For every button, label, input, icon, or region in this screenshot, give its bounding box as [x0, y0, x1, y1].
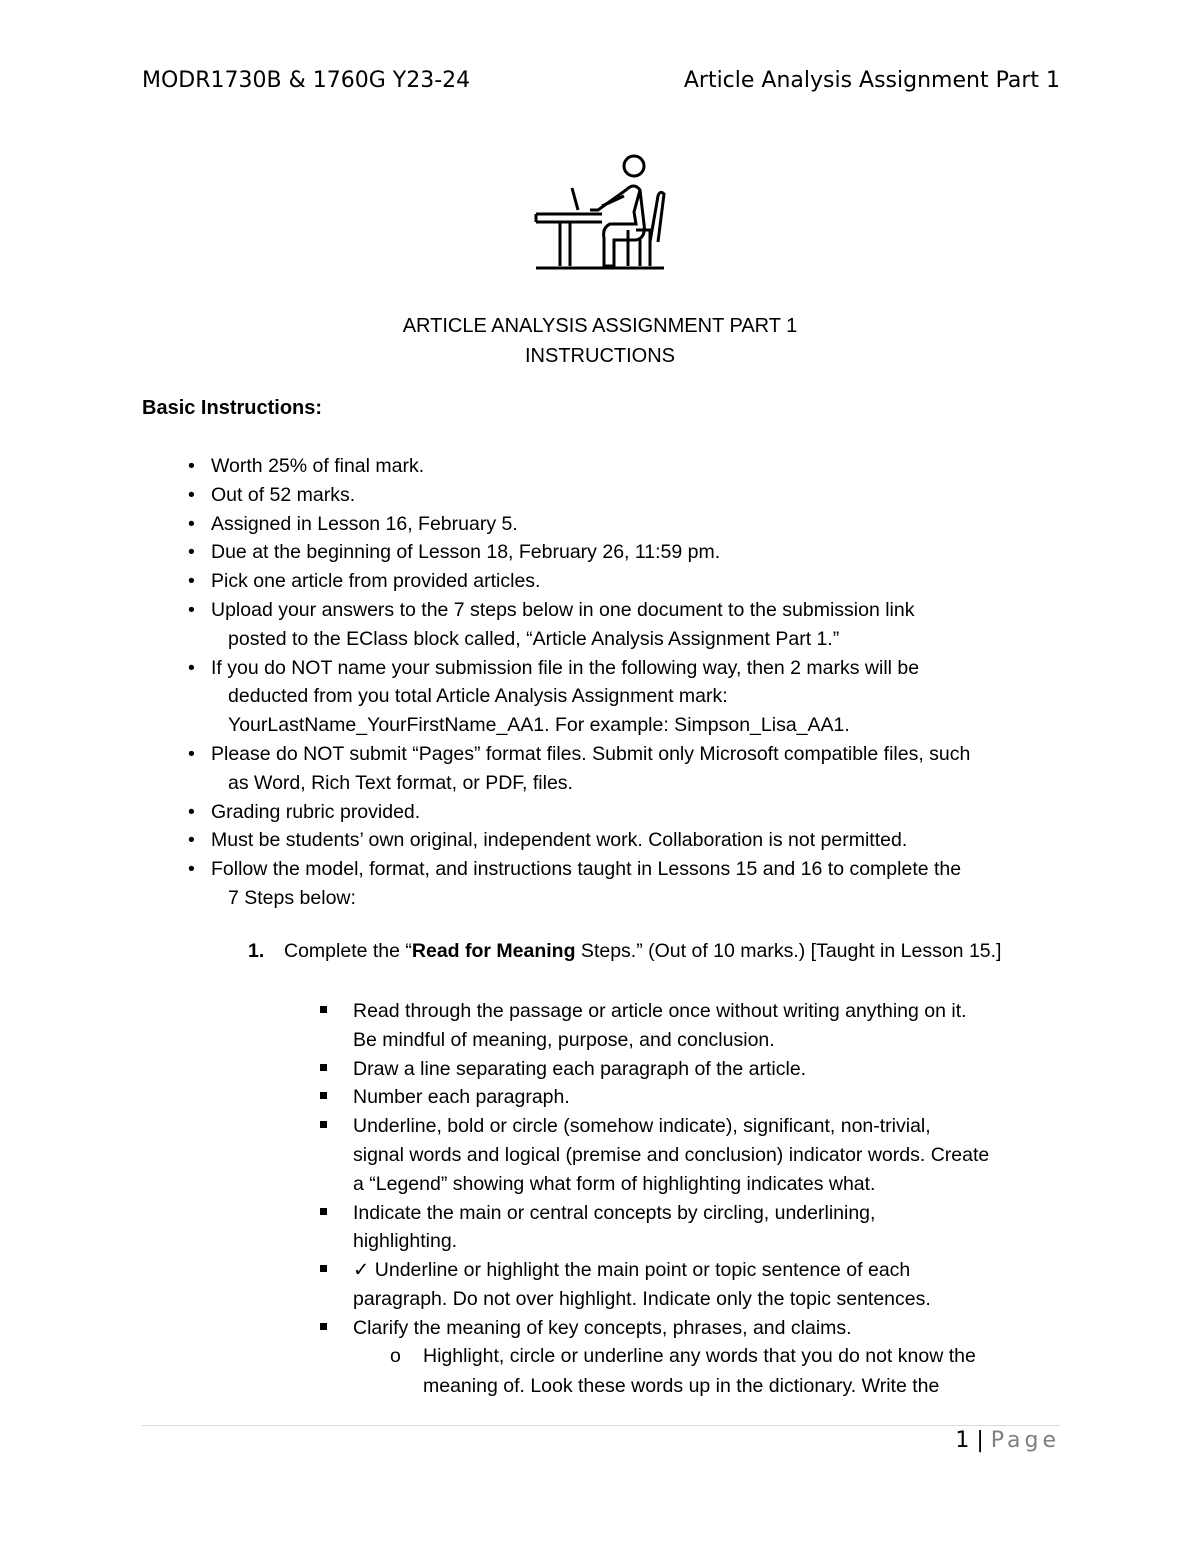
section-heading: Basic Instructions:: [142, 397, 323, 419]
list-item: Draw a line separating each paragraph of the article.: [318, 1055, 1078, 1084]
list-item: • Upload your answers to the 7 steps below in one document to the submission link posted to the EClass block called, “Article Analysis Assignment Part 1.”: [188, 596, 1068, 654]
document-title: [0, 311, 1200, 371]
page-footer: 1 | Page: [955, 1428, 1060, 1453]
list-item: Clarify the meaning of key concepts, phrases, and claims.: [318, 1314, 1078, 1343]
square-bullet-icon: [320, 1064, 327, 1071]
list-item: • If you do NOT name your submission file in the following way, then 2 marks will be deducted from you total Article Analysis Assignment mark: YourLastName_YourFirstName_AA1. For example: Simpson_Lisa_AA1.: [188, 654, 1068, 740]
square-bullet-icon: [320, 1208, 327, 1215]
list-item: • Please do NOT submit “Pages” format files. Submit only Microsoft compatible files, such as Word, Rich Text format, or PDF, files.: [188, 740, 1068, 798]
list-item: Indicate the main or central concepts by circling, underlining, highlighting.: [318, 1199, 1078, 1257]
square-bullet-icon: [320, 1006, 327, 1013]
step-bold-term: Read for Meaning: [411, 940, 576, 962]
list-item: ✓ Underline or highlight the main point or topic sentence of each paragraph. Do not over highlight. Indicate only the topic sentences.: [318, 1256, 1078, 1314]
page-number: 1: [955, 1428, 970, 1453]
step-1: 1. Complete the “Read for Meaning Steps.” (Out of 10 marks.) [Taught in Lesson 15.]: [248, 940, 1002, 962]
list-item: Number each paragraph.: [318, 1083, 1078, 1112]
square-bullet-icon: [320, 1265, 327, 1272]
square-bullet-icon: [320, 1323, 327, 1330]
circle-bullet-icon: o: [390, 1345, 401, 1367]
square-bullet-icon: [320, 1092, 327, 1099]
person-at-desk-icon: [532, 150, 668, 272]
list-item: • Out of 52 marks.: [188, 481, 1068, 510]
course-code: MODR1730B & 1760G Y23-24: [142, 68, 471, 93]
list-item: • Pick one article from provided articles.: [188, 567, 1068, 596]
list-item: • Assigned in Lesson 16, February 5.: [188, 510, 1068, 539]
list-item: Underline, bold or circle (somehow indicate), significant, non-trivial, signal words and logical (premise and conclusion) indicator words. Create a “Legend” showing what form of highlighting indicates what.: [318, 1112, 1078, 1198]
list-item: • Worth 25% of final mark.: [188, 452, 1068, 481]
list-item: Read through the passage or article once without writing anything on it. Be mindful of meaning, purpose, and conclusion.: [318, 997, 1078, 1055]
checkmark-icon: ✓: [353, 1259, 370, 1282]
square-bullet-icon: [320, 1121, 327, 1128]
step-number: 1.: [248, 940, 265, 962]
page-label: Page: [990, 1428, 1060, 1453]
list-item: • Must be students’ own original, independent work. Collaboration is not permitted.: [188, 826, 1068, 855]
title-line-1: ARTICLE ANALYSIS ASSIGNMENT PART 1: [402, 315, 798, 337]
list-item: • Grading rubric provided.: [188, 798, 1068, 827]
title-line-2: INSTRUCTIONS: [525, 345, 675, 367]
footer-divider: [142, 1425, 1060, 1426]
read-for-meaning-steps: [318, 997, 1078, 1343]
list-item: • Follow the model, format, and instructions taught in Lessons 15 and 16 to complete the 7 Steps below:: [188, 855, 1068, 913]
list-item: • Due at the beginning of Lesson 18, February 26, 11:59 pm.: [188, 538, 1068, 567]
basic-instructions-list: [188, 452, 1068, 913]
header-doc-title: Article Analysis Assignment Part 1: [683, 68, 1060, 93]
